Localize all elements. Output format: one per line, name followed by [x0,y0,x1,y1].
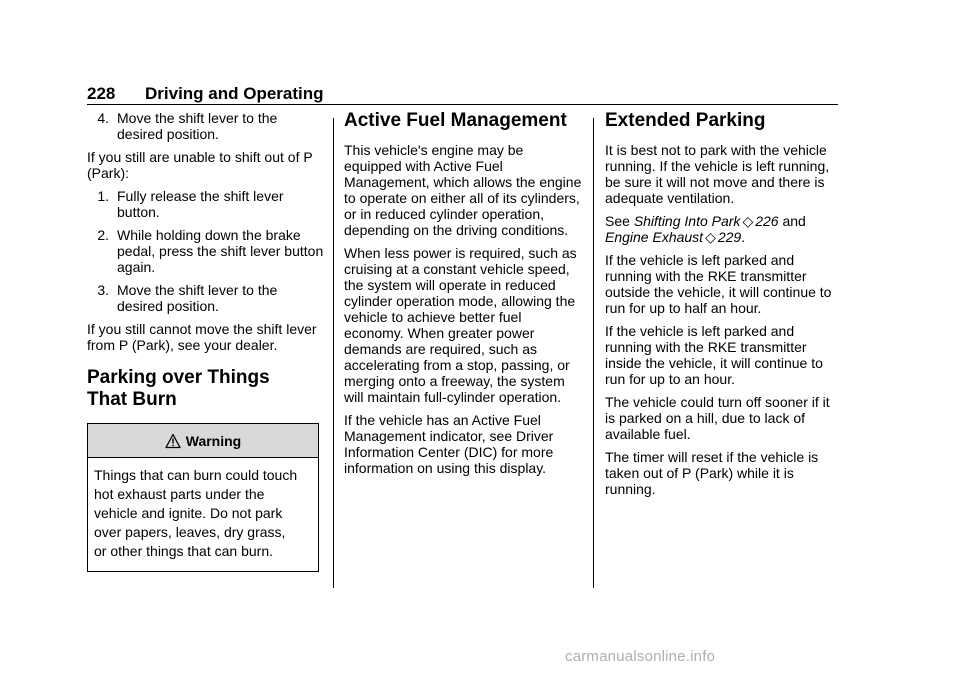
column-divider [333,118,334,588]
section-title: Driving and Operating [145,84,324,103]
reference-link[interactable]: Engine Exhaust [605,229,704,245]
heading-line: Parking over Things [87,367,270,388]
paragraph: If the vehicle is left parked and running with the RKE transmitter inside the vehicle, it will continue to run for up to an hour. [605,323,823,387]
warning-line: hot exhaust parts under the [94,486,265,502]
list-text: Fully release the shift lever button. [117,188,284,220]
reference-page[interactable]: 229 [717,229,742,245]
column-right [605,110,843,504]
warning-box [87,423,319,572]
warning-line: over papers, leaves, dry grass, [94,524,286,540]
paragraph: This vehicle's engine may be equipped with Active Fuel Management, which allows the engine to operate on either all of its cylinders, or in reduced cylinder operation, depending on the driving conditions. [344,142,582,238]
list-text: Move the shift lever to the desired position. [117,282,278,314]
paragraph: The vehicle could turn off sooner if it is parked on a hill, due to lack of available fuel. [605,394,830,442]
page-number: 228 [87,84,116,103]
warning-title: Warning [185,432,242,449]
paragraph: If you still are unable to shift out of P (Park): [87,149,313,181]
paragraph: The timer will reset if the vehicle is taken out of P (Park) while it is running. [605,449,819,497]
warning-line: vehicle and ignite. Do not park [94,505,283,521]
list-number: 4. [97,110,109,126]
list-item [87,110,325,142]
column-middle [344,110,582,483]
list-item [87,282,325,314]
list-text: Move the shift lever to the desired position. [117,110,278,142]
heading-line: That Burn [87,389,177,410]
warning-line: Things that can burn could touch [94,467,298,483]
list-item [87,188,325,220]
section-heading [87,367,325,411]
page-header [87,81,838,105]
paragraph-with-references [605,213,843,245]
list-number: 2. [97,227,109,243]
column-left [87,110,325,572]
reference-page[interactable]: 226 [755,213,779,229]
reference-link[interactable]: Shifting Into Park [633,213,741,229]
list-item [87,227,325,275]
list-number: 3. [97,282,109,298]
see-text: See [605,213,630,229]
page-reference-icon: ◇ [705,229,716,245]
paragraph: It is best not to park with the vehicle running. If the vehicle is left running, be sure it will not move and there is adequate ventilation. [605,142,830,206]
warning-header [88,424,318,458]
list-text: While holding down the brake pedal, press the shift lever button again. [117,227,324,275]
list-number: 1. [97,188,109,204]
section-heading: Extended Parking [605,110,766,131]
paragraph: If the vehicle is left parked and running with the RKE transmitter outside the vehicle, it will continue to run for up to half an hour. [605,252,832,316]
page-reference-icon: ◇ [742,213,754,229]
warning-body [88,458,318,571]
section-heading: Active Fuel Management [344,110,567,131]
paragraph: If you still cannot move the shift lever from P (Park), see your dealer. [87,321,317,353]
watermark: carmanualsonline.info [565,648,716,665]
column-divider [593,118,594,588]
warning-line: or other things that can burn. [94,543,273,559]
period: . [741,229,746,245]
paragraph: When less power is required, such as cruising at a constant vehicle speed, the system will operate in reduced cylinder operation mode, allowing the vehicle to achieve better fuel economy. When greater power demands are required, such as accelerating from a stop, passing, or merging onto a freeway, the system will maintain full-cylinder operation. [344,245,577,405]
and-text: and [782,213,806,229]
paragraph: If the vehicle has an Active Fuel Management indicator, see Driver Information Center (DIC) for more information on using this display. [344,412,554,476]
warning-triangle-icon [165,433,181,449]
